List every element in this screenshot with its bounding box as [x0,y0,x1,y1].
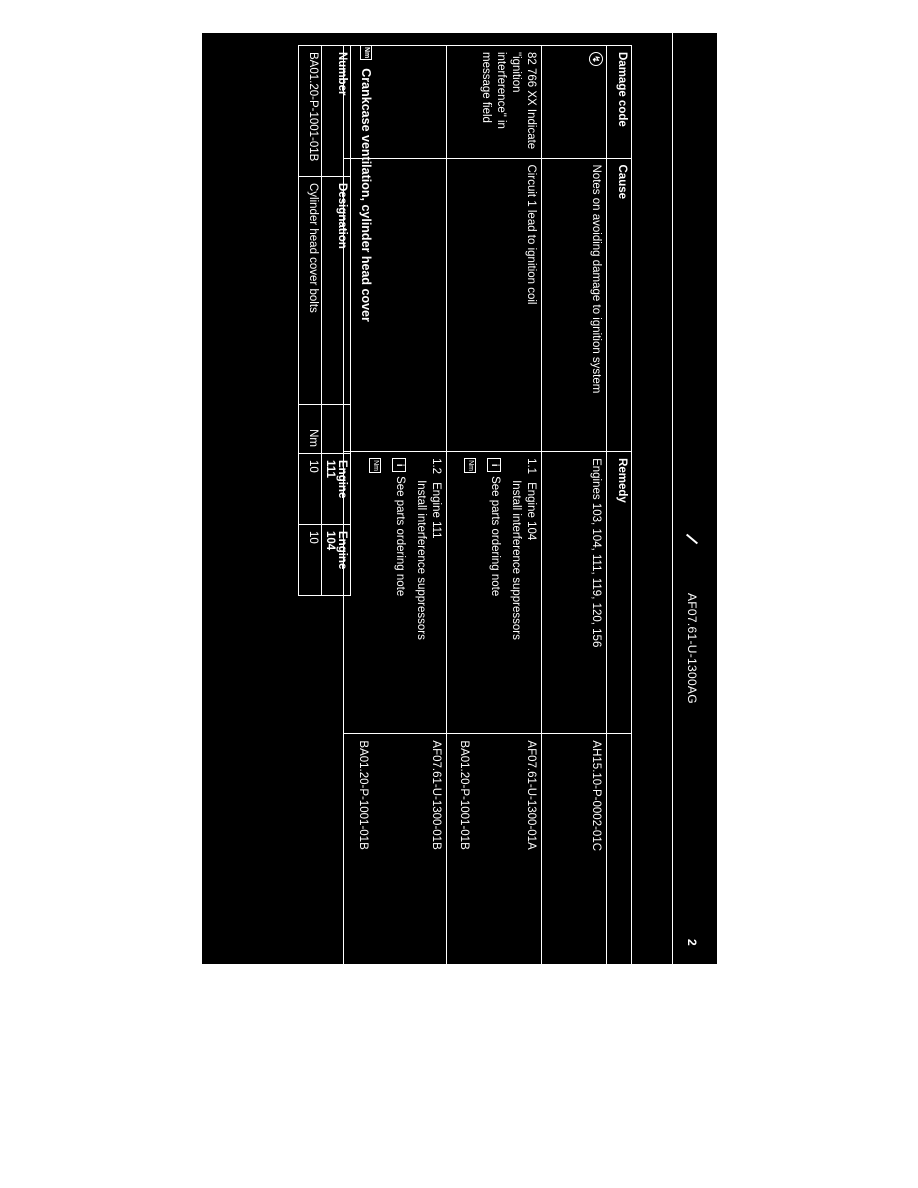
number-link[interactable]: BA01.20-P-1001-01B [299,46,322,177]
item-number: 1.1 [525,458,537,475]
rotated-content [202,33,717,964]
nm-line [464,458,479,727]
reference-cell [344,734,447,964]
remedy-instruction: Install interference suppressors [415,480,427,640]
page-number: 2 [685,939,699,946]
col-number: Number [322,46,351,177]
torque-table [298,45,351,596]
engine-111-value: 10 [299,454,322,525]
reference-link[interactable]: AF07.61-U-1300-01B [430,740,442,850]
damage-code-cell [542,46,607,159]
cause-cell: Notes on avoiding damage to ignition system [542,158,607,452]
scan-mark [686,534,698,545]
table-row [542,46,607,965]
cause-cell: Circuit 1 lead to ignition coil [447,158,542,452]
remedy-cell: Engines 103, 104, 111, 119, 120, 156 [542,452,607,734]
reference-link[interactable]: BA01.20-P-1001-01B [458,740,470,850]
col-reference [607,734,632,964]
parts-note-line [392,458,407,727]
item-number: 1.2 [430,458,442,475]
col-engine-104: Engine 104 [322,525,351,596]
avoid-damage-icon: ↯ [589,52,603,66]
damage-code-cell: 82 766 XX Indicate "ignition interference" in message field [447,46,542,159]
col-engine-111: Engine 111 [322,454,351,525]
col-damage-code: Damage code [607,46,632,159]
info-icon: i [392,458,406,472]
parts-note-line [487,458,502,727]
col-cause: Cause [607,158,632,452]
info-icon: i [487,458,501,472]
remedy-item [428,458,443,727]
engine-104-value: 10 [299,525,322,596]
engine-label: Engine 111 [430,482,442,539]
engine-label: Engine 104 [525,482,537,541]
reference-link[interactable]: BA01.20-P-1001-01B [357,740,369,850]
col-remedy: Remedy [607,452,632,734]
section-title [359,45,373,322]
parts-note-link[interactable]: See parts ordering note [394,476,406,597]
remedy-cell [344,452,447,734]
col-unit [322,405,351,454]
table-header-row [607,46,632,965]
col-designation: Designation [322,177,351,405]
header-rule [672,33,673,964]
reference-link[interactable]: AH15.10-P-0002-01C [542,734,607,964]
parts-note-link[interactable]: See parts ordering note [489,476,501,597]
torque-header-row [322,46,351,596]
nm-icon: Nm [369,458,381,473]
unit-cell: Nm [299,405,322,454]
designation-cell: Cylinder head cover bolts [299,177,322,405]
nm-icon: Nm [464,458,476,473]
section-title-text: Crankcase ventilation, cylinder head cover [359,68,373,322]
reference-cell [447,734,542,964]
table-row [447,46,542,965]
remedy-item [523,458,538,727]
doc-code: AF07.61-U-1300AG [685,593,699,704]
scanned-page [202,33,717,964]
nm-icon: Nm [360,45,372,60]
torque-row [299,46,322,596]
remedy-cell [447,452,542,734]
damage-table [343,45,632,964]
nm-line [369,458,384,727]
reference-link[interactable]: AF07.61-U-1300-01A [525,740,537,850]
remedy-instruction: Install interference suppressors [510,480,522,640]
